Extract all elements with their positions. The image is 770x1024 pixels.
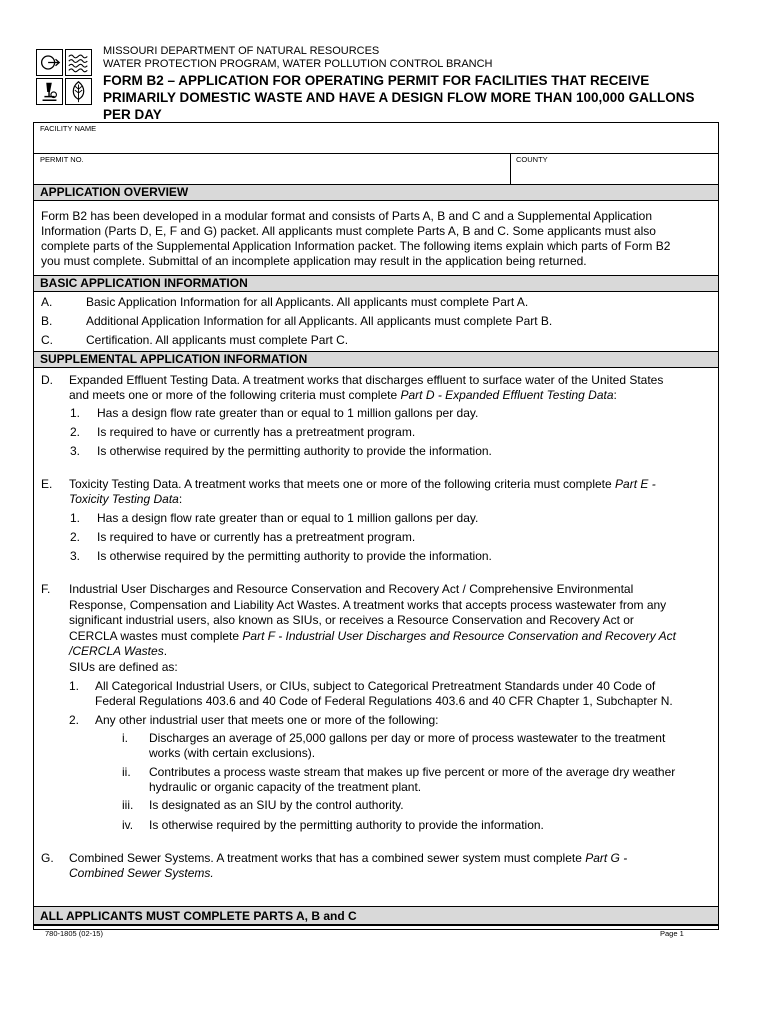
item-g-line bbox=[69, 851, 627, 866]
sub-text: Is required to have or currently has a pretreatment program. bbox=[97, 425, 416, 439]
facility-name-label: FACILITY NAME bbox=[40, 124, 97, 133]
microscope-icon bbox=[36, 78, 63, 105]
county-field[interactable] bbox=[511, 154, 718, 185]
text-span: Toxicity Testing Data. A treatment works that meets one or more of the following criteria must complete bbox=[69, 477, 616, 491]
overview-heading: APPLICATION OVERVIEW bbox=[34, 184, 718, 201]
sub-text: Any other industrial user that meets one or more of the following: bbox=[95, 713, 439, 727]
sub-text bbox=[95, 679, 673, 709]
roman-number: iv. bbox=[122, 818, 134, 832]
text-span: : bbox=[178, 492, 183, 506]
sub-number: 1. bbox=[69, 679, 80, 693]
part-reference: Combined Sewer Systems. bbox=[69, 866, 214, 880]
item-f-text bbox=[69, 582, 676, 675]
basic-letter: C. bbox=[41, 333, 53, 347]
sub-line: All Categorical Industrial Users, or CIUs, subject to Categorical Pretreatment Standards under 40 Code of bbox=[95, 679, 656, 693]
item-g-text bbox=[69, 851, 627, 881]
basic-heading: BASIC APPLICATION INFORMATION bbox=[34, 275, 718, 292]
sub-number: 1. bbox=[70, 406, 81, 420]
text-span: and meets one or more of the following criteria must complete bbox=[69, 388, 401, 402]
sub-number: 3. bbox=[70, 444, 81, 458]
item-f-line: significant industrial users, also known as SIUs, or receives a Resource Conservation and Recovery Act or bbox=[69, 613, 634, 627]
sub-text: Is otherwise required by the permitting authority to provide the information. bbox=[97, 444, 492, 458]
roman-number: i. bbox=[122, 731, 128, 745]
item-f-line bbox=[69, 644, 676, 660]
roman-text bbox=[149, 765, 675, 795]
sub-line: Federal Regulations 403.6 and 40 Code of Federal Regulations 403.6 and 40 CFR Chapter 1, Subchapter N. bbox=[95, 694, 673, 708]
item-d-text bbox=[69, 373, 663, 403]
part-reference: Part D - Expanded Effluent Testing Data bbox=[400, 388, 614, 402]
county-label: COUNTY bbox=[516, 155, 548, 164]
facility-name-field[interactable] bbox=[33, 124, 719, 154]
form-number: 780-1805 (02-15) bbox=[45, 929, 103, 938]
form-title-line: FORM B2 – APPLICATION FOR OPERATING PERMIT FOR FACILITIES THAT RECEIVE bbox=[103, 73, 650, 88]
part-reference: Toxicity Testing Data bbox=[69, 492, 179, 506]
overview-line: you must complete. Submittal of an incomplete application may result in the application being returned. bbox=[41, 254, 587, 268]
text-span: : bbox=[613, 388, 617, 402]
text-span: Combined Sewer Systems. A treatment works that has a combined sewer system must complete bbox=[69, 851, 586, 865]
basic-item-text: Certification. All applicants must complete Part C. bbox=[86, 333, 349, 347]
permit-no-label: PERMIT NO. bbox=[40, 155, 84, 164]
overview-line: Information (Parts D, E, F and G) packet. All applicants must complete Parts A, B and C. Some applicants must also bbox=[41, 224, 656, 238]
sub-number: 2. bbox=[70, 530, 81, 544]
leaf-icon bbox=[65, 78, 92, 105]
roman-text bbox=[149, 731, 665, 761]
item-d-line: Expanded Effluent Testing Data. A treatment works that discharges effluent to surface water of the United States bbox=[69, 373, 664, 387]
water-waves-icon bbox=[65, 49, 92, 76]
agency-name: MISSOURI DEPARTMENT OF NATURAL RESOURCES bbox=[103, 45, 380, 57]
basic-item-text: Basic Application Information for all Applicants. All applicants must complete Part A. bbox=[86, 295, 529, 309]
part-reference: /CERCLA Wastes bbox=[69, 644, 164, 658]
item-letter: F. bbox=[41, 582, 51, 596]
item-letter: E. bbox=[41, 477, 53, 491]
roman-text: Is designated as an SIU by the control authority. bbox=[149, 798, 404, 812]
form-title-line: PRIMARILY DOMESTIC WASTE AND HAVE A DESIGN FLOW MORE THAN 100,000 GALLONS bbox=[103, 90, 695, 105]
item-f-line bbox=[69, 629, 676, 645]
item-f-line: Response, Compensation and Liability Act Wastes. A treatment works that accepts process wastewater from any bbox=[69, 597, 667, 612]
sub-text: Is required to have or currently has a pretreatment program. bbox=[97, 530, 416, 544]
supplemental-heading: SUPPLEMENTAL APPLICATION INFORMATION bbox=[34, 351, 718, 368]
all-applicants-heading: ALL APPLICANTS MUST COMPLETE PARTS A, B and C bbox=[34, 906, 718, 926]
text-span: CERCLA wastes must complete bbox=[69, 628, 243, 643]
roman-number: iii. bbox=[122, 798, 134, 812]
roman-line: hydraulic or organic capacity of the treatment plant. bbox=[149, 780, 422, 794]
basic-letter: B. bbox=[41, 314, 53, 328]
sub-number: 2. bbox=[70, 425, 81, 439]
item-letter: D. bbox=[41, 373, 53, 387]
part-reference: Part F - Industrial User Discharges and Resource Conservation and Recovery Act bbox=[242, 628, 676, 643]
sius-label: SIUs are defined as: bbox=[69, 659, 178, 674]
item-d-line bbox=[69, 388, 663, 403]
basic-item-text: Additional Application Information for all Applicants. All applicants must complete Part B. bbox=[86, 314, 553, 328]
text-span: . bbox=[163, 644, 168, 658]
program-name: WATER PROTECTION PROGRAM, WATER POLLUTION CONTROL BRANCH bbox=[103, 58, 493, 70]
department-logo bbox=[36, 49, 94, 107]
sub-number: 1. bbox=[70, 511, 81, 525]
item-e-text bbox=[69, 477, 656, 507]
page-number: Page 1 bbox=[660, 929, 684, 938]
part-reference: Part G - bbox=[585, 851, 628, 865]
sub-text: Is otherwise required by the permitting authority to provide the information. bbox=[97, 549, 492, 563]
form-title-line: PER DAY bbox=[103, 107, 162, 122]
roman-text: Is otherwise required by the permitting authority to provide the information. bbox=[149, 818, 544, 832]
sub-number: 2. bbox=[69, 713, 80, 727]
item-e-line bbox=[69, 477, 656, 492]
roman-line: works (with certain exclusions). bbox=[149, 746, 316, 760]
sun-arrow-icon bbox=[36, 49, 63, 76]
item-f-line: Industrial User Discharges and Resource Conservation and Recovery Act / Comprehensive Environmental bbox=[69, 582, 634, 596]
item-letter: G. bbox=[41, 851, 54, 865]
roman-line: Discharges an average of 25,000 gallons per day or more of process wastewater to the treatment bbox=[149, 731, 666, 745]
basic-letter: A. bbox=[41, 295, 53, 309]
sub-number: 3. bbox=[70, 549, 81, 563]
overview-line: complete parts of the Supplemental Application Information packet. The following items explain which parts of Form B2 bbox=[41, 239, 671, 253]
overview-line: Form B2 has been developed in a modular format and consists of Parts A, B and C and a Supplemental Application bbox=[41, 209, 653, 223]
part-reference: Part E - bbox=[615, 477, 656, 491]
permit-no-field[interactable] bbox=[33, 154, 510, 185]
sub-text: Has a design flow rate greater than or equal to 1 million gallons per day. bbox=[97, 511, 479, 525]
overview-text bbox=[41, 209, 670, 269]
roman-number: ii. bbox=[122, 765, 131, 779]
form-title bbox=[103, 72, 733, 123]
item-e-line bbox=[69, 492, 656, 507]
agency-header bbox=[103, 45, 493, 71]
sub-text: Has a design flow rate greater than or equal to 1 million gallons per day. bbox=[97, 406, 479, 420]
roman-line: Contributes a process waste stream that makes up five percent or more of the average dry weather bbox=[149, 765, 676, 779]
